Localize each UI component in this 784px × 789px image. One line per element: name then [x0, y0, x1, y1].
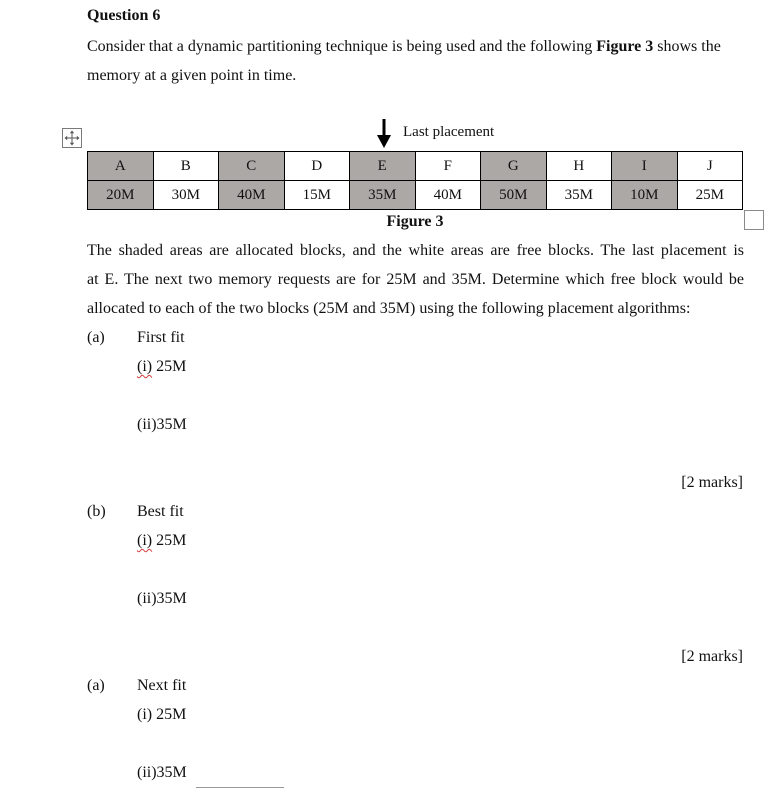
part-a-i-prefix: (i): [137, 358, 153, 375]
part-b-i-prefix: (i): [137, 532, 153, 549]
block-size-cell: 30M: [153, 181, 219, 210]
part-a-title: First fit: [137, 329, 185, 346]
paragraph-line: at E. The next two memory requests are for 25M and 35M. Determine which free block would be: [87, 271, 744, 288]
instructions-paragraph: [87, 236, 744, 323]
part-b-ii: (ii)35M: [137, 590, 187, 607]
part-b-label: (b): [87, 503, 106, 520]
block-name-cell: H: [546, 152, 612, 181]
last-placement-label: Last placement: [403, 124, 495, 140]
block-name-cell: A: [88, 152, 154, 181]
block-name-cell: D: [284, 152, 350, 181]
part-a-ii: (ii)35M: [137, 416, 187, 433]
part-b-i-value: 25M: [152, 532, 187, 549]
block-name-cell: B: [153, 152, 219, 181]
paragraph-line: The shaded areas are allocated blocks, and the white areas are free blocks. The last placement is: [87, 242, 744, 259]
part-c-ii: (ii)35M: [137, 764, 187, 781]
part-a-marks: [2 marks]: [681, 474, 743, 491]
block-size-cell: 40M: [415, 181, 481, 210]
block-size-cell: 15M: [284, 181, 350, 210]
block-name-cell: G: [481, 152, 547, 181]
block-name-cell: J: [677, 152, 743, 181]
block-size-cell: 35M: [350, 181, 416, 210]
block-size-row: [88, 181, 743, 210]
part-a-i: [137, 352, 186, 381]
block-name-cell: F: [415, 152, 481, 181]
part-c-i: (i) 25M: [137, 706, 187, 723]
part-c-title: Next fit: [137, 677, 187, 694]
last-placement-arrow-icon: [374, 118, 394, 150]
question-intro: [87, 32, 747, 90]
part-a-label: (a): [87, 329, 105, 346]
part-b-i: [137, 526, 186, 555]
block-name-cell: E: [350, 152, 416, 181]
block-name-cell: C: [219, 152, 285, 181]
bottom-divider: [196, 787, 284, 788]
figure-caption: Figure 3: [386, 213, 444, 230]
block-size-cell: 20M: [88, 181, 154, 210]
table-resize-handle[interactable]: [744, 210, 764, 230]
intro-text: Consider that a dynamic partitioning technique is being used and the following: [87, 38, 597, 55]
table-move-handle-icon[interactable]: [62, 128, 82, 148]
block-size-cell: 25M: [677, 181, 743, 210]
part-b-marks: [2 marks]: [681, 648, 743, 665]
part-c-label: (a): [87, 677, 105, 694]
block-size-cell: 10M: [612, 181, 678, 210]
intro-text-end: shows the memory at a given point in time.: [87, 38, 721, 84]
paragraph-line: allocated to each of the two blocks (25M and 35M) using the following placement algorithms:: [87, 300, 691, 317]
block-name-row: [88, 152, 743, 181]
memory-partition-table: [87, 151, 743, 210]
intro-figure-ref: Figure 3: [596, 38, 654, 55]
block-size-cell: 35M: [546, 181, 612, 210]
part-a-i-value: 25M: [152, 358, 187, 375]
part-b-title: Best fit: [137, 503, 184, 520]
block-size-cell: 40M: [219, 181, 285, 210]
block-size-cell: 50M: [481, 181, 547, 210]
block-name-cell: I: [612, 152, 678, 181]
question-heading: Question 6: [87, 7, 161, 24]
